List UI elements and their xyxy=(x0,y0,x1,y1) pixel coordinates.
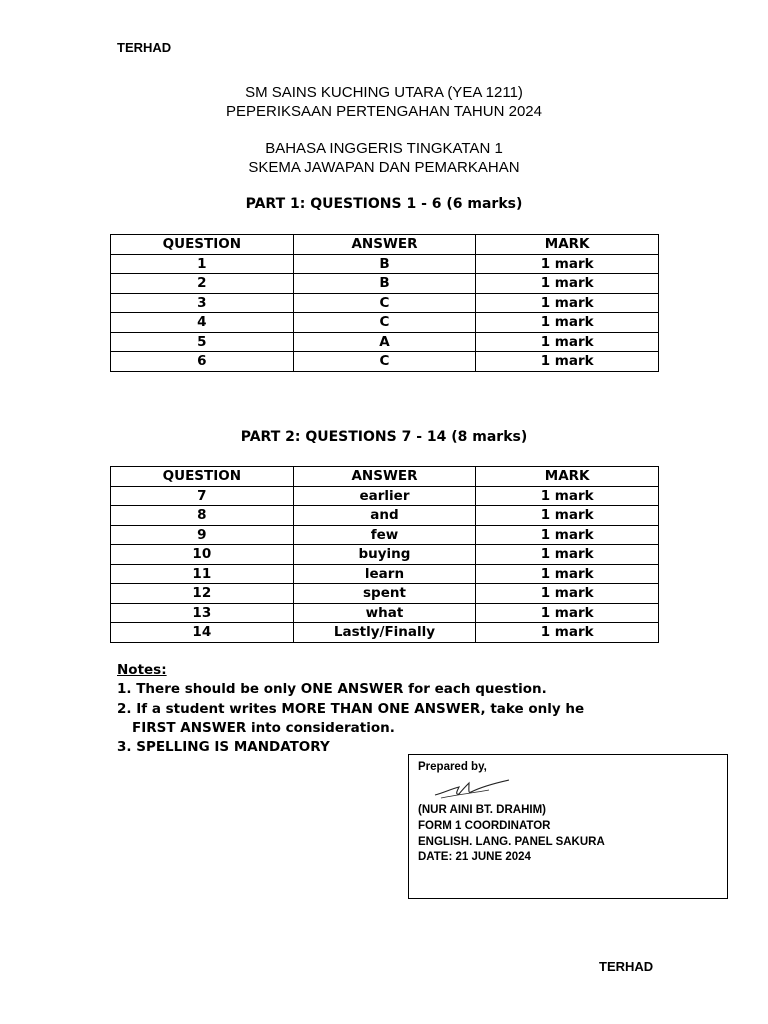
notes-section xyxy=(117,661,584,757)
note-item: 3. SPELLING IS MANDATORY xyxy=(117,739,330,756)
answer-cell: Lastly/Finally xyxy=(293,623,476,643)
answer-cell: C xyxy=(293,313,476,333)
prepared-by-box xyxy=(408,754,728,899)
question-cell: 4 xyxy=(111,313,294,333)
part2-title: PART 2: QUESTIONS 7 - 14 (8 marks) xyxy=(240,429,528,445)
table-row xyxy=(111,525,659,545)
column-header: ANSWER xyxy=(293,235,476,255)
notes-heading: Notes: xyxy=(117,662,167,678)
mark-cell: 1 mark xyxy=(476,564,659,584)
preparation-date: DATE: 21 JUNE 2024 xyxy=(418,851,531,863)
mark-cell: 1 mark xyxy=(476,254,659,274)
school-title: SM SAINS KUCHING UTARA (YEA 1211) xyxy=(245,84,523,101)
signature-image xyxy=(429,777,519,803)
scheme-title: SKEMA JAWAPAN DAN PEMARKAHAN xyxy=(248,159,520,176)
table-row xyxy=(111,545,659,565)
mark-cell: 1 mark xyxy=(476,486,659,506)
exam-title: PEPERIKSAAN PERTENGAHAN TAHUN 2024 xyxy=(226,103,542,120)
part1-title: PART 1: QUESTIONS 1 - 6 (6 marks) xyxy=(245,196,523,212)
column-header: QUESTION xyxy=(111,235,294,255)
question-cell: 8 xyxy=(111,506,294,526)
table-row xyxy=(111,313,659,333)
preparer-name: (NUR AINI BT. DRAHIM) xyxy=(418,804,546,816)
answer-cell: A xyxy=(293,332,476,352)
question-cell: 9 xyxy=(111,525,294,545)
answer-cell: learn xyxy=(293,564,476,584)
column-header: QUESTION xyxy=(111,467,294,487)
question-cell: 1 xyxy=(111,254,294,274)
mark-cell: 1 mark xyxy=(476,352,659,372)
note-item: 1. There should be only ONE ANSWER for each question. xyxy=(117,681,547,698)
mark-cell: 1 mark xyxy=(476,545,659,565)
table-row xyxy=(111,603,659,623)
mark-cell: 1 mark xyxy=(476,274,659,294)
mark-cell: 1 mark xyxy=(476,623,659,643)
table-row xyxy=(111,332,659,352)
table-row xyxy=(111,584,659,604)
mark-cell: 1 mark xyxy=(476,293,659,313)
question-cell: 3 xyxy=(111,293,294,313)
answer-cell: earlier xyxy=(293,486,476,506)
column-header: ANSWER xyxy=(293,467,476,487)
table-row xyxy=(111,254,659,274)
table-row xyxy=(111,486,659,506)
answer-cell: spent xyxy=(293,584,476,604)
question-cell: 2 xyxy=(111,274,294,294)
mark-cell: 1 mark xyxy=(476,584,659,604)
question-cell: 10 xyxy=(111,545,294,565)
subject-title: BAHASA INGGERIS TINGKATAN 1 xyxy=(265,140,503,157)
question-cell: 14 xyxy=(111,623,294,643)
mark-cell: 1 mark xyxy=(476,603,659,623)
answer-cell: C xyxy=(293,293,476,313)
question-cell: 7 xyxy=(111,486,294,506)
answer-cell: what xyxy=(293,603,476,623)
mark-cell: 1 mark xyxy=(476,313,659,333)
preparer-panel: ENGLISH. LANG. PANEL SAKURA xyxy=(418,836,605,848)
column-header: MARK xyxy=(476,467,659,487)
table-header-row xyxy=(111,467,659,487)
answer-cell: buying xyxy=(293,545,476,565)
prepared-by-label: Prepared by, xyxy=(418,761,487,773)
question-cell: 6 xyxy=(111,352,294,372)
question-cell: 11 xyxy=(111,564,294,584)
answer-cell: and xyxy=(293,506,476,526)
question-cell: 12 xyxy=(111,584,294,604)
table-row xyxy=(111,564,659,584)
part2-answer-table xyxy=(110,466,659,643)
table-row xyxy=(111,293,659,313)
note-item-continuation: FIRST ANSWER into consideration. xyxy=(132,719,395,736)
answer-cell: C xyxy=(293,352,476,372)
question-cell: 13 xyxy=(111,603,294,623)
question-cell: 5 xyxy=(111,332,294,352)
note-item: 2. If a student writes MORE THAN ONE ANSWER, take only he xyxy=(117,700,585,717)
table-row xyxy=(111,274,659,294)
mark-cell: 1 mark xyxy=(476,506,659,526)
answer-cell: few xyxy=(293,525,476,545)
classification-header: TERHAD xyxy=(117,40,172,55)
mark-cell: 1 mark xyxy=(476,332,659,352)
answer-cell: B xyxy=(293,274,476,294)
classification-footer: TERHAD xyxy=(599,959,654,974)
answer-cell: B xyxy=(293,254,476,274)
mark-cell: 1 mark xyxy=(476,525,659,545)
table-row xyxy=(111,506,659,526)
preparer-role: FORM 1 COORDINATOR xyxy=(418,820,551,832)
part1-answer-table xyxy=(110,234,659,372)
column-header: MARK xyxy=(476,235,659,255)
table-row xyxy=(111,623,659,643)
table-header-row xyxy=(111,235,659,255)
table-row xyxy=(111,352,659,372)
